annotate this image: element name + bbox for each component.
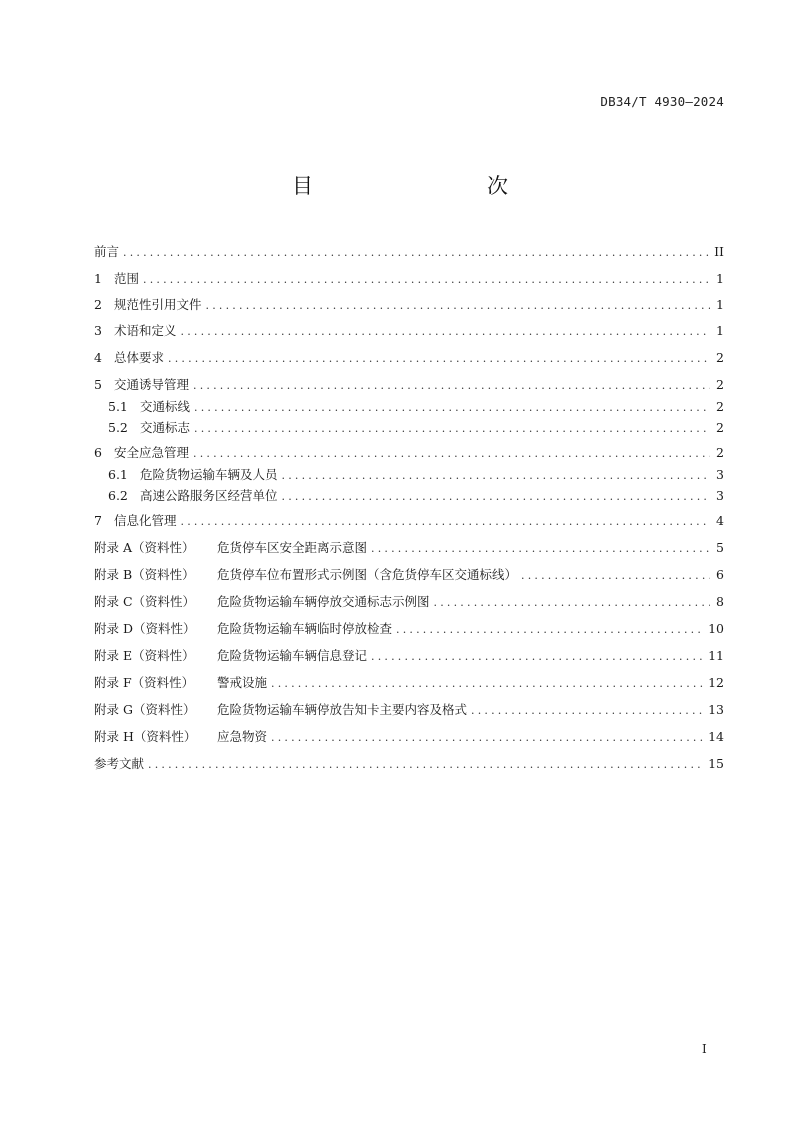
toc-page: 11 bbox=[708, 648, 724, 663]
document-code: DB34/T 4930—2024 bbox=[600, 94, 724, 109]
toc-page: 2 bbox=[716, 420, 724, 435]
toc-entry-appendix-e[interactable] bbox=[94, 647, 724, 665]
toc-page: 2 bbox=[716, 350, 724, 365]
toc-page: 2 bbox=[716, 445, 724, 460]
dot-leader bbox=[193, 377, 710, 395]
toc-label: 交通标线 bbox=[140, 399, 191, 414]
toc-number: 3 bbox=[94, 323, 102, 338]
toc-label: 范围 bbox=[114, 271, 140, 286]
dot-leader bbox=[143, 271, 710, 289]
toc-number: 附录 G（资料性） bbox=[94, 702, 196, 717]
dot-leader bbox=[471, 702, 704, 720]
page-title bbox=[0, 170, 800, 200]
toc-number: 5.1 bbox=[108, 399, 128, 414]
toc-label: 术语和定义 bbox=[114, 323, 177, 338]
dot-leader bbox=[181, 513, 710, 531]
toc-number: 6 bbox=[94, 445, 102, 460]
toc-label: 信息化管理 bbox=[114, 513, 177, 528]
toc-number: 7 bbox=[94, 513, 102, 528]
dot-leader bbox=[271, 729, 704, 747]
toc-number: 4 bbox=[94, 350, 102, 365]
toc-label: 警戒设施 bbox=[217, 675, 268, 690]
toc-number: 附录 H（资料性） bbox=[94, 729, 197, 744]
toc-entry-appendix-h[interactable] bbox=[94, 728, 724, 746]
toc-entry-5[interactable] bbox=[94, 376, 724, 394]
toc-entry-references[interactable] bbox=[94, 755, 724, 773]
toc-entry-6-2[interactable] bbox=[108, 487, 724, 505]
toc-label: 参考文献 bbox=[94, 756, 145, 771]
toc-label: 危险货物运输车辆信息登记 bbox=[217, 648, 368, 663]
toc-number: 2 bbox=[94, 297, 102, 312]
toc-entry-appendix-d[interactable] bbox=[94, 620, 724, 638]
toc-entry-6-1[interactable] bbox=[108, 466, 724, 484]
toc-number: 附录 E（资料性） bbox=[94, 648, 195, 663]
toc-label: 规范性引用文件 bbox=[114, 297, 202, 312]
toc-entry-1[interactable] bbox=[94, 270, 724, 288]
toc-entry-6[interactable] bbox=[94, 444, 724, 462]
toc-label: 交通标志 bbox=[140, 420, 191, 435]
toc-number: 1 bbox=[94, 271, 102, 286]
dot-leader bbox=[282, 488, 710, 506]
toc-page: 4 bbox=[716, 513, 724, 528]
toc-number: 5.2 bbox=[108, 420, 128, 435]
dot-leader bbox=[396, 621, 704, 639]
toc-page: 1 bbox=[716, 271, 724, 286]
dot-leader bbox=[168, 350, 710, 368]
toc-entry-3[interactable] bbox=[94, 322, 724, 340]
dot-leader bbox=[521, 567, 710, 585]
toc-number: 6.1 bbox=[108, 467, 128, 482]
toc-entry-4[interactable] bbox=[94, 349, 724, 367]
toc-number: 附录 F（资料性） bbox=[94, 675, 195, 690]
toc-entry-5-2[interactable] bbox=[108, 419, 724, 437]
dot-leader bbox=[206, 297, 710, 315]
toc-page: 1 bbox=[716, 297, 724, 312]
dot-leader bbox=[371, 540, 710, 558]
dot-leader bbox=[123, 244, 710, 262]
toc-page: 1 bbox=[716, 323, 724, 338]
toc-page: II bbox=[714, 244, 724, 259]
dot-leader bbox=[194, 420, 710, 438]
toc-entry-2[interactable] bbox=[94, 296, 724, 314]
toc-page: 2 bbox=[716, 377, 724, 392]
toc-page: 15 bbox=[708, 756, 724, 771]
toc-number: 附录 C（资料性） bbox=[94, 594, 196, 609]
toc-entry-appendix-f[interactable] bbox=[94, 674, 724, 692]
toc-page: 3 bbox=[716, 467, 724, 482]
toc-label: 应急物资 bbox=[217, 729, 268, 744]
toc-number: 附录 D（资料性） bbox=[94, 621, 196, 636]
dot-leader bbox=[371, 648, 704, 666]
toc-number: 附录 B（资料性） bbox=[94, 567, 195, 582]
dot-leader bbox=[194, 399, 710, 417]
toc-label: 高速公路服务区经营单位 bbox=[140, 488, 278, 503]
toc-page: 13 bbox=[708, 702, 724, 717]
toc-label: 危货停车位布置形式示例图（含危货停车区交通标线） bbox=[217, 567, 518, 582]
toc-page: 5 bbox=[716, 540, 724, 555]
page-number: I bbox=[702, 1042, 707, 1056]
toc-entry-7[interactable] bbox=[94, 512, 724, 530]
toc-entry-appendix-c[interactable] bbox=[94, 593, 724, 611]
toc-page: 12 bbox=[708, 675, 724, 690]
toc-label: 危货停车区安全距离示意图 bbox=[217, 540, 368, 555]
toc-label: 总体要求 bbox=[114, 350, 165, 365]
toc-entry-5-1[interactable] bbox=[108, 398, 724, 416]
toc-label: 危险货物运输车辆停放交通标志示例图 bbox=[217, 594, 430, 609]
toc-number: 5 bbox=[94, 377, 102, 392]
toc-label: 前言 bbox=[94, 244, 120, 259]
toc-page: 14 bbox=[708, 729, 724, 744]
toc-number: 附录 A（资料性） bbox=[94, 540, 195, 555]
toc-page: 8 bbox=[716, 594, 724, 609]
dot-leader bbox=[193, 445, 710, 463]
dot-leader bbox=[148, 756, 704, 774]
toc-entry-appendix-a[interactable] bbox=[94, 539, 724, 557]
toc-label: 交通诱导管理 bbox=[114, 377, 190, 392]
toc-label: 安全应急管理 bbox=[114, 445, 190, 460]
toc-entry-appendix-b[interactable] bbox=[94, 566, 724, 584]
toc-label: 危险货物运输车辆临时停放检查 bbox=[217, 621, 393, 636]
toc-label: 危险货物运输车辆停放告知卡主要内容及格式 bbox=[217, 702, 468, 717]
toc-page: 3 bbox=[716, 488, 724, 503]
toc-page: 6 bbox=[716, 567, 724, 582]
dot-leader bbox=[181, 323, 710, 341]
toc-number: 6.2 bbox=[108, 488, 128, 503]
toc-entry-appendix-g[interactable] bbox=[94, 701, 724, 719]
title-text: 目 次 bbox=[292, 174, 552, 198]
toc-page: 2 bbox=[716, 399, 724, 414]
dot-leader bbox=[282, 467, 710, 485]
dot-leader bbox=[434, 594, 710, 612]
toc-label: 危险货物运输车辆及人员 bbox=[140, 467, 278, 482]
toc-entry-foreword[interactable] bbox=[94, 243, 724, 261]
dot-leader bbox=[271, 675, 704, 693]
toc-page: 10 bbox=[708, 621, 724, 636]
